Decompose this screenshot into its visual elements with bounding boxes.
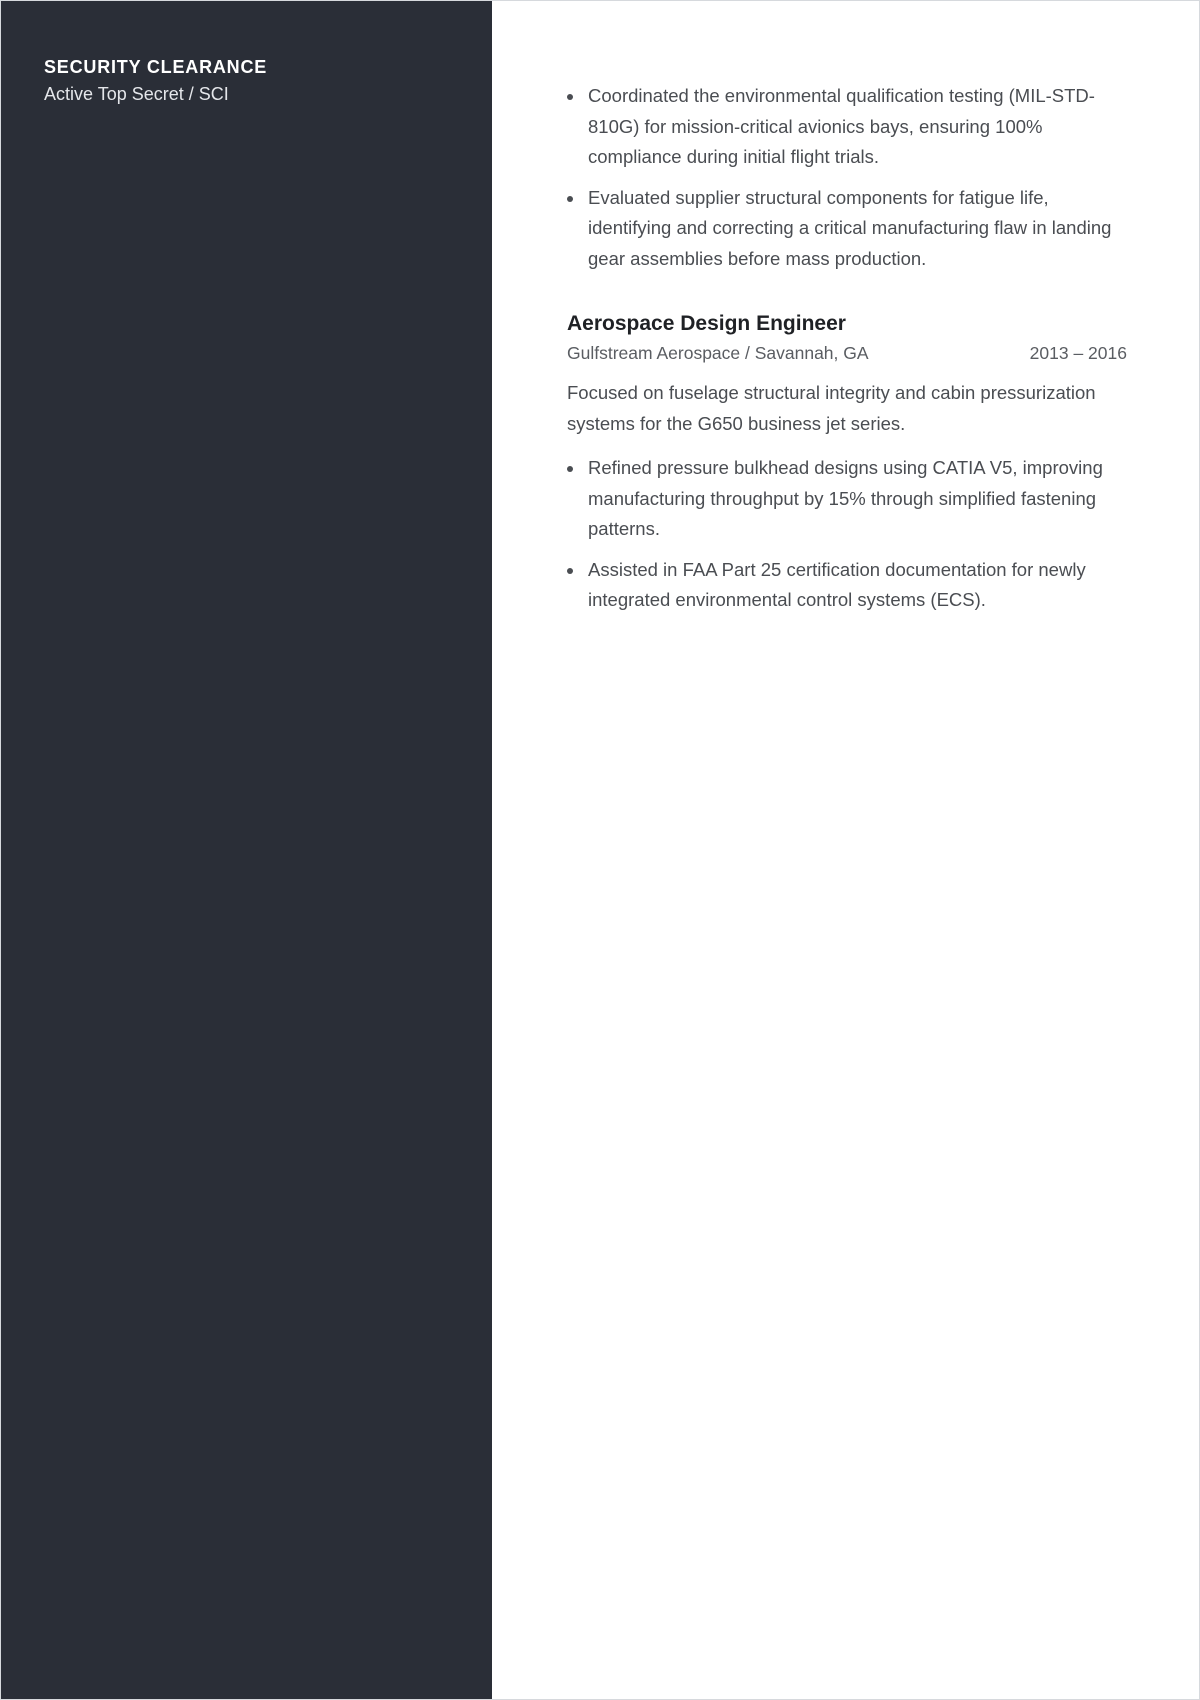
job-meta	[567, 340, 1127, 366]
previous-role-bullet-list	[567, 81, 1127, 274]
job-title: Aerospace Design Engineer	[567, 312, 846, 335]
sidebar	[1, 1, 492, 1699]
bullet-icon	[567, 568, 573, 574]
bullet-text: Refined pressure bulkhead designs using CATIA V5, improving manufacturing throughput by 15% through simplified fastening patterns.	[588, 457, 1103, 539]
bullet-text: Assisted in FAA Part 25 certification documentation for newly integrated environmental control systems (ECS).	[588, 558, 1086, 610]
job-company: Gulfstream Aerospace / Savannah, GA	[567, 343, 869, 363]
job-summary: Focused on fuselage structural integrity and cabin pressurization systems for the G650 business jet series.	[567, 382, 1096, 434]
security-clearance-section	[44, 55, 462, 107]
job-dates: 2013 – 2016	[1029, 343, 1127, 363]
bullet-icon	[567, 196, 573, 202]
list-item	[567, 453, 1127, 545]
bullet-icon	[567, 466, 573, 472]
list-item	[567, 555, 1127, 616]
list-item	[567, 183, 1127, 275]
job-bullet-list	[567, 453, 1127, 616]
experience-section	[567, 81, 1127, 626]
list-item	[567, 81, 1127, 173]
bullet-text: Coordinated the environmental qualification testing (MIL-STD-810G) for mission-critical avionics bays, ensuring 100% compliance during initial flight trials.	[588, 85, 1095, 167]
job-entry	[567, 310, 1127, 616]
security-clearance-value: Active Top Secret / SCI	[44, 84, 229, 104]
bullet-icon	[567, 94, 573, 100]
security-clearance-heading: SECURITY CLEARANCE	[44, 57, 268, 77]
bullet-text: Evaluated supplier structural components for fatigue life, identifying and correcting a critical manufacturing flaw in landing gear assemblies before mass production.	[588, 186, 1112, 269]
